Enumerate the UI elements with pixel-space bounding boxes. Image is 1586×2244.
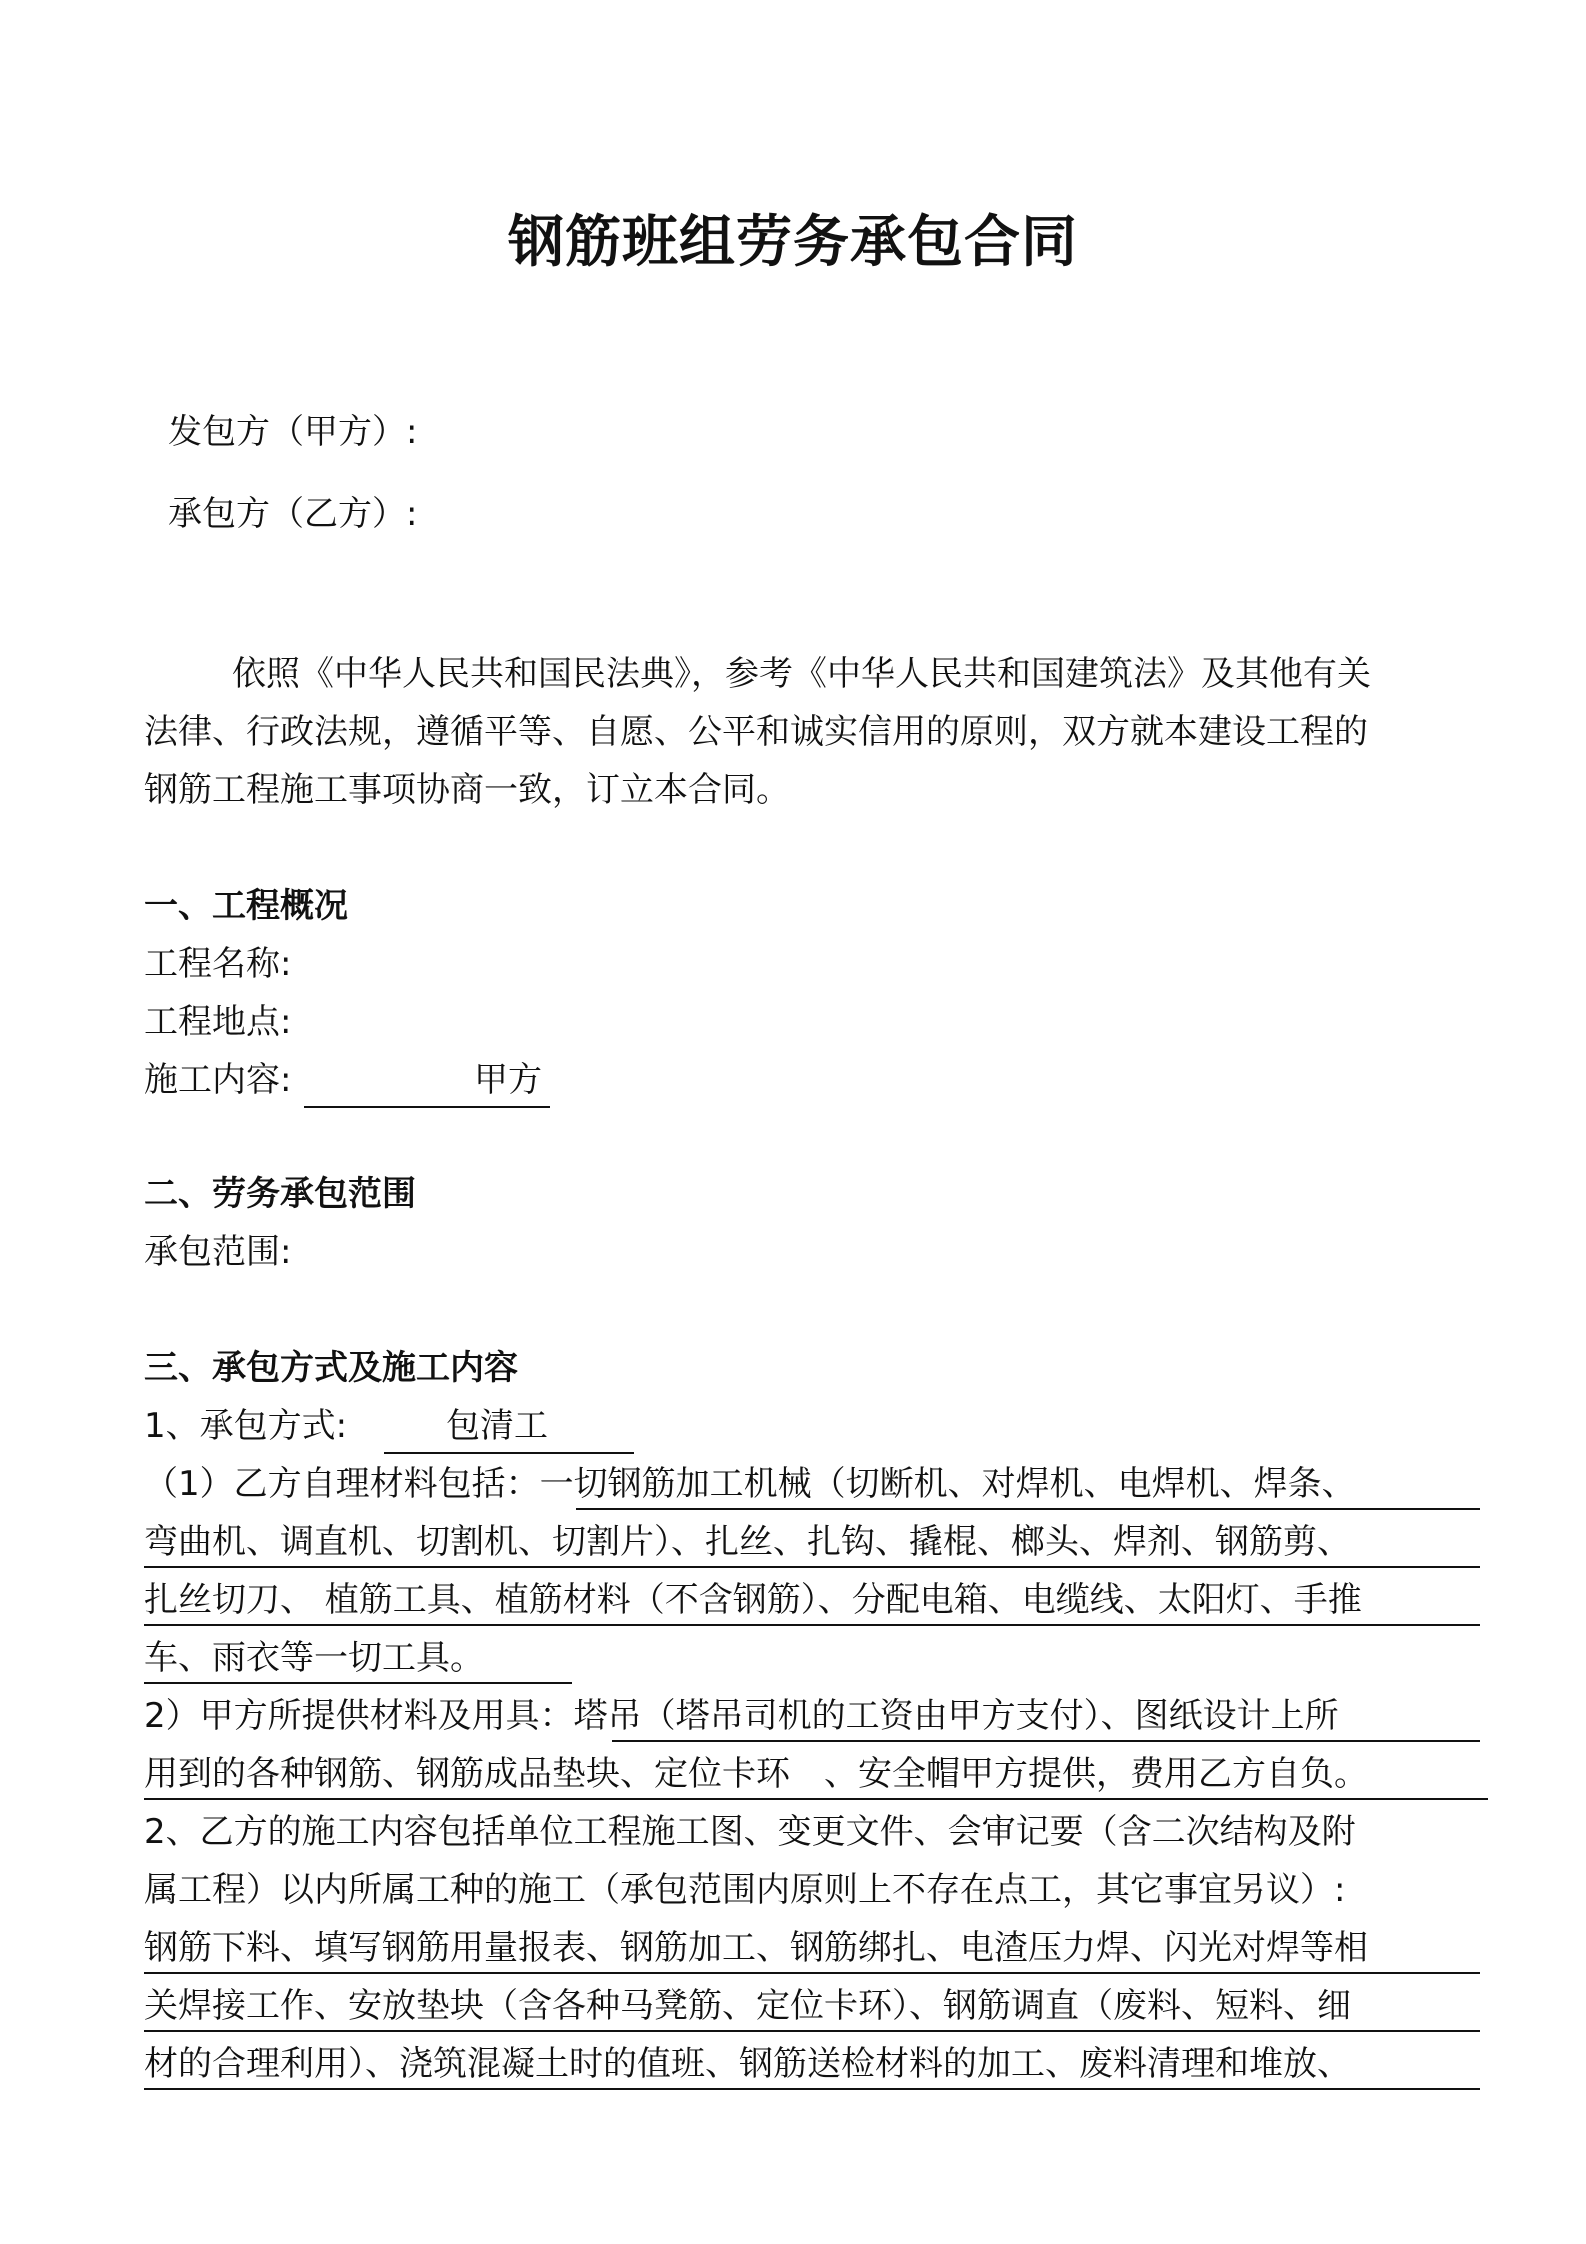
provided-line-1: 2）甲方所提供材料及用具：塔吊（塔吊司机的工资由甲方支付）、图纸设计上所 [144,1696,1339,1736]
preamble-line-1: 依照《中华人民共和国民法典》，参考《中华人民共和国建筑法》及其他有关 [232,654,1371,694]
construction-content-label: 施工内容: [144,1060,292,1100]
section-1-heading: 一、工程概况 [144,886,348,926]
contract-method-label: 1、承包方式: [144,1406,348,1446]
materials-line-2: 弯曲机、调直机、切割机、切割片）、扎丝、扎钩、撬棍、榔头、焊剂、钢筋剪、 [144,1522,1351,1562]
preamble-line-2: 法律、行政法规，遵循平等、自愿、公平和诚实信用的原则，双方就本建设工程的 [144,712,1368,752]
construction-content-underline [304,1106,550,1108]
party-a-label: 发包方（甲方）: [168,412,418,452]
work-content-line-1: 2、乙方的施工内容包括单位工程施工图、变更文件、会审记要（含二次结构及附 [144,1812,1356,1852]
scope-label: 承包范围: [144,1232,292,1272]
provided-underline-2 [144,1798,1488,1800]
materials-underline-1 [576,1508,1480,1510]
section-2-heading: 二、劳务承包范围 [144,1174,416,1214]
work-content-underline-3 [144,1972,1480,1974]
materials-line-4: 车、雨衣等一切工具。 [144,1638,484,1678]
materials-line-3: 扎丝切刀、 植筋工具、植筋材料（不含钢筋）、分配电箱、电缆线、太阳灯、手推 [144,1580,1362,1620]
work-content-line-5: 材的合理利用）、浇筑混凝土时的值班、钢筋送检材料的加工、废料清理和堆放、 [144,2044,1351,2084]
construction-content-value: 甲方 [474,1060,542,1100]
section-3-heading: 三、承包方式及施工内容 [144,1348,518,1388]
contract-method-underline [384,1452,634,1454]
project-name-label: 工程名称: [144,944,292,984]
preamble-line-3: 钢筋工程施工事项协商一致，订立本合同。 [144,770,790,810]
work-content-line-4: 关焊接工作、安放垫块（含各种马凳筋、定位卡环）、钢筋调直（废料、短料、细 [144,1986,1351,2026]
materials-line-1: （1）乙方自理材料包括：一切钢筋加工机械（切断机、对焊机、电焊机、焊条、 [144,1464,1356,1504]
work-content-underline-5 [144,2088,1480,2090]
materials-underline-3 [144,1624,1480,1626]
work-content-line-3: 钢筋下料、填写钢筋用量报表、钢筋加工、钢筋绑扎、电渣压力焊、闪光对焊等相 [144,1928,1368,1968]
document-title: 钢筋班组劳务承包合同 [508,210,1078,275]
work-content-underline-4 [144,2030,1480,2032]
provided-underline-1 [612,1740,1480,1742]
materials-underline-2 [144,1566,1480,1568]
project-location-label: 工程地点: [144,1002,292,1042]
work-content-line-2: 属工程）以内所属工种的施工（承包范围内原则上不存在点工，其它事宜另议）: [144,1870,1346,1910]
provided-line-2: 用到的各种钢筋、钢筋成品垫块、定位卡环 、安全帽甲方提供，费用乙方自负。 [144,1754,1368,1794]
contract-method-value: 包清工 [446,1406,548,1446]
materials-underline-4 [144,1682,572,1684]
party-b-label: 承包方（乙方）: [168,494,418,534]
